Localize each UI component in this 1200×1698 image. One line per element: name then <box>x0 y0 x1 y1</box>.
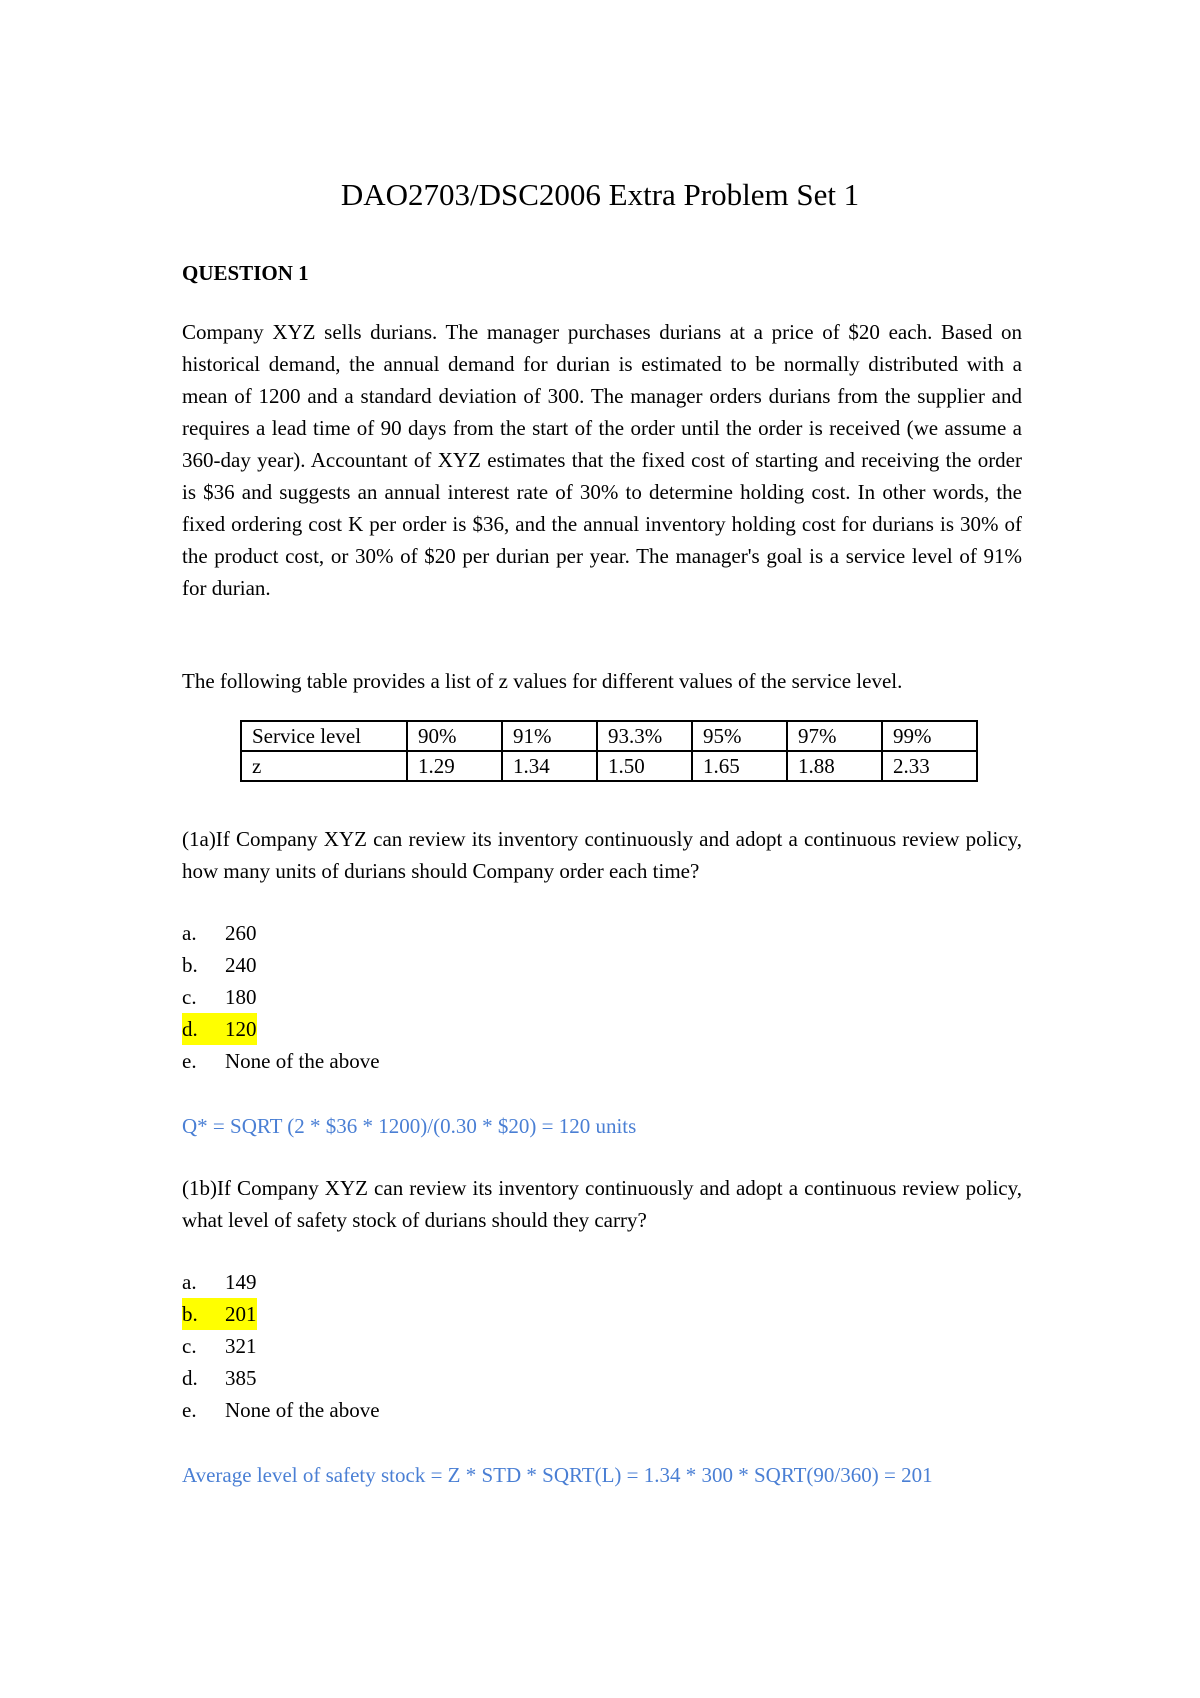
question-1b-options <box>182 1266 380 1426</box>
table-intro-text: The following table provides a list of z values for different values of the service level. <box>182 669 903 693</box>
table-cell: 1.65 <box>692 751 787 781</box>
option-text: 149 <box>225 1270 257 1294</box>
table-cell: 97% <box>787 721 882 751</box>
option-b <box>182 949 380 981</box>
option-text: 180 <box>225 985 257 1009</box>
question-1b-answer: Average level of safety stock = Z * STD * SQRT(L) = 1.34 * 300 * SQRT(90/360) = 201 <box>182 1463 933 1487</box>
option-letter: e. <box>182 1398 197 1422</box>
option-e <box>182 1045 380 1077</box>
option-d-highlighted <box>182 1013 380 1045</box>
option-a <box>182 1266 380 1298</box>
option-c <box>182 1330 380 1362</box>
option-c <box>182 981 380 1013</box>
option-text: None of the above <box>225 1049 380 1073</box>
question-1a-text: (1a)If Company XYZ can review its inventory continuously and adopt a continuous review policy, how many units of durians should Company order each time? <box>182 827 1022 883</box>
option-text: 201 <box>225 1298 257 1330</box>
document-title: DAO2703/DSC2006 Extra Problem Set 1 <box>340 177 860 212</box>
option-text: 260 <box>225 921 257 945</box>
option-e <box>182 1394 380 1426</box>
table-cell: 91% <box>502 721 597 751</box>
option-text: None of the above <box>225 1398 380 1422</box>
option-b-highlighted <box>182 1298 380 1330</box>
question-1b-text: (1b)If Company XYZ can review its inventory continuously and adopt a continuous review policy, what level of safety stock of durians should they carry? <box>182 1176 1022 1232</box>
option-letter: b. <box>182 953 198 977</box>
table-row-label: Service level <box>241 721 407 751</box>
option-letter: c. <box>182 1334 197 1358</box>
table-cell: 95% <box>692 721 787 751</box>
option-letter: e. <box>182 1049 197 1073</box>
table-row-label: z <box>241 751 407 781</box>
option-d <box>182 1362 380 1394</box>
table-cell: 1.88 <box>787 751 882 781</box>
option-text: 120 <box>225 1013 257 1045</box>
table-cell: 90% <box>407 721 502 751</box>
option-letter: d. <box>182 1013 225 1045</box>
option-text: 385 <box>225 1366 257 1390</box>
option-a <box>182 917 380 949</box>
question-heading: QUESTION 1 <box>182 261 309 285</box>
option-letter: a. <box>182 1270 197 1294</box>
question-1a-answer: Q* = SQRT (2 * $36 * 1200)/(0.30 * $20) = 120 units <box>182 1114 637 1138</box>
question-1a-options <box>182 917 380 1077</box>
option-letter: a. <box>182 921 197 945</box>
z-value-table <box>240 720 978 782</box>
service-level-row <box>241 721 977 751</box>
table-cell: 1.50 <box>597 751 692 781</box>
option-text: 240 <box>225 953 257 977</box>
option-letter: b. <box>182 1298 225 1330</box>
table-cell: 99% <box>882 721 977 751</box>
z-row <box>241 751 977 781</box>
option-text: 321 <box>225 1334 257 1358</box>
problem-description: Company XYZ sells durians. The manager purchases durians at a price of $20 each. Based on historical demand, the annual demand for durian is estimated to be normally distributed with a mean of 1200 and a standard deviation of 300. The manager orders durians from the supplier and requires a lead time of 90 days from the start of the order until the order is received (we assume a 360-day year). Accountant of XYZ estimates that the fixed cost of starting and receiving the order is $36 and suggests an annual interest rate of 30% to determine holding cost. In other words, the fixed ordering cost K per order is $36, and the annual inventory holding cost for durians is 30% of the product cost, or 30% of $20 per durian per year. The manager's goal is a service level of 91% for durian. <box>182 320 1022 600</box>
table-cell: 1.29 <box>407 751 502 781</box>
option-letter: c. <box>182 985 197 1009</box>
table-cell: 93.3% <box>597 721 692 751</box>
table-cell: 2.33 <box>882 751 977 781</box>
option-letter: d. <box>182 1366 198 1390</box>
table-cell: 1.34 <box>502 751 597 781</box>
